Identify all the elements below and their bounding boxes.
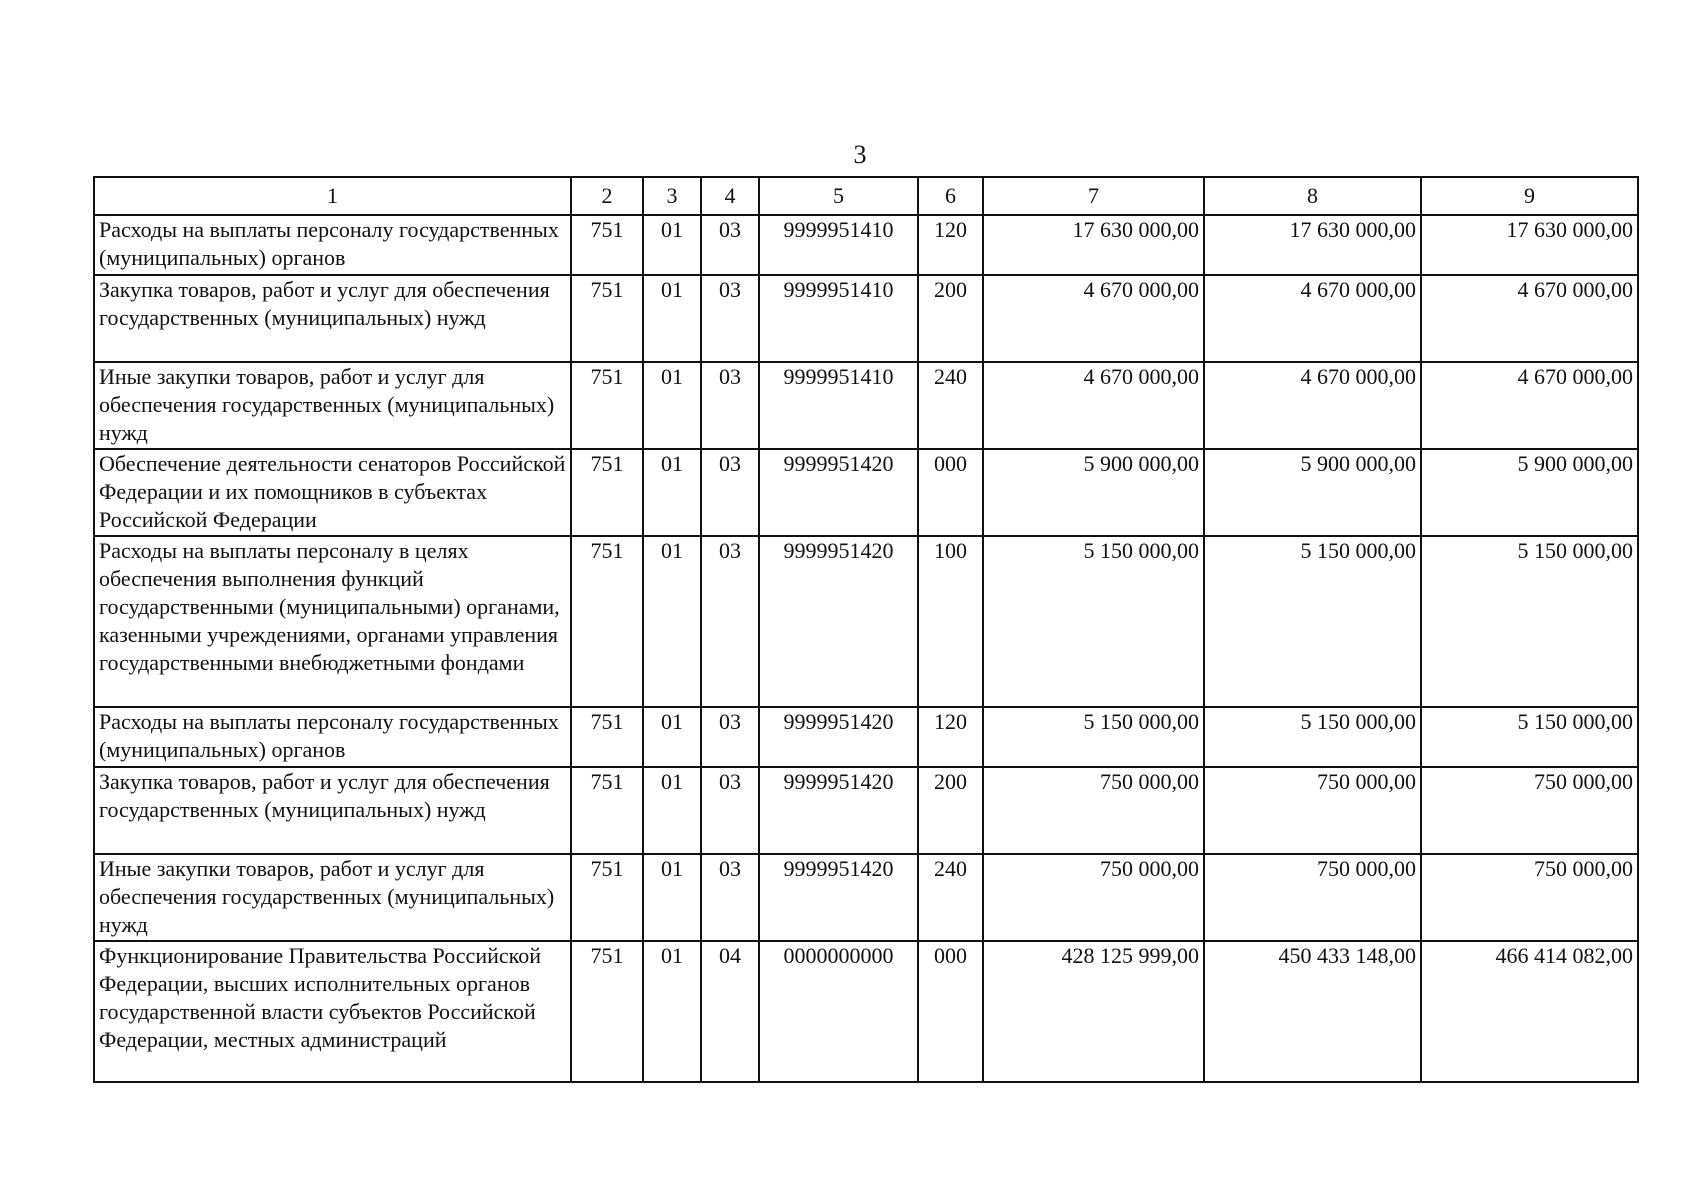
- row-code-2: 751: [571, 275, 643, 362]
- header-cell: 4: [701, 177, 759, 215]
- row-code-2: 751: [571, 707, 643, 767]
- row-amount-7: 5 900 000,00: [983, 449, 1204, 536]
- row-code-3: 01: [643, 215, 701, 275]
- row-amount-9: 17 630 000,00: [1421, 215, 1638, 275]
- row-code-4: 03: [701, 854, 759, 941]
- row-code-5: 9999951420: [759, 449, 918, 536]
- row-amount-8: 4 670 000,00: [1204, 275, 1421, 362]
- row-code-6: 200: [918, 275, 983, 362]
- table-row: [94, 536, 1638, 707]
- row-code-5: 0000000000: [759, 941, 918, 1082]
- budget-table: [93, 176, 1639, 1083]
- header-cell: 1: [94, 177, 571, 215]
- table-row: [94, 941, 1638, 1082]
- row-name: Закупка товаров, работ и услуг для обеспечения государственных (муниципальных) нужд: [94, 767, 571, 854]
- table-row: [94, 707, 1638, 767]
- row-amount-7: 4 670 000,00: [983, 362, 1204, 449]
- row-code-4: 03: [701, 767, 759, 854]
- row-code-5: 9999951420: [759, 536, 918, 707]
- row-code-2: 751: [571, 854, 643, 941]
- table-row: [94, 767, 1638, 854]
- row-amount-7: 5 150 000,00: [983, 707, 1204, 767]
- row-code-3: 01: [643, 854, 701, 941]
- header-cell: 9: [1421, 177, 1638, 215]
- row-code-4: 03: [701, 449, 759, 536]
- row-name: Расходы на выплаты персоналу государственных (муниципальных) органов: [94, 707, 571, 767]
- row-code-3: 01: [643, 767, 701, 854]
- row-code-4: 03: [701, 275, 759, 362]
- row-name: Закупка товаров, работ и услуг для обеспечения государственных (муниципальных) нужд: [94, 275, 571, 362]
- row-code-6: 000: [918, 449, 983, 536]
- row-code-5: 9999951410: [759, 215, 918, 275]
- row-amount-7: 428 125 999,00: [983, 941, 1204, 1082]
- row-code-2: 751: [571, 449, 643, 536]
- header-cell: 2: [571, 177, 643, 215]
- row-code-3: 01: [643, 941, 701, 1082]
- row-amount-9: 466 414 082,00: [1421, 941, 1638, 1082]
- row-amount-9: 5 900 000,00: [1421, 449, 1638, 536]
- row-code-4: 03: [701, 215, 759, 275]
- row-code-6: 200: [918, 767, 983, 854]
- table-row: [94, 362, 1638, 449]
- row-amount-7: 5 150 000,00: [983, 536, 1204, 707]
- row-amount-8: 750 000,00: [1204, 854, 1421, 941]
- header-cell: 5: [759, 177, 918, 215]
- row-name: Обеспечение деятельности сенаторов Российской Федерации и их помощников в субъектах Российской Федерации: [94, 449, 571, 536]
- table-row: [94, 449, 1638, 536]
- row-code-2: 751: [571, 941, 643, 1082]
- table-row: [94, 215, 1638, 275]
- row-name: Функционирование Правительства Российской Федерации, высших исполнительных органов государственной власти субъектов Российской Федерации, местных администраций: [94, 941, 571, 1082]
- row-amount-9: 750 000,00: [1421, 854, 1638, 941]
- header-cell: 7: [983, 177, 1204, 215]
- row-code-5: 9999951420: [759, 767, 918, 854]
- row-amount-9: 4 670 000,00: [1421, 362, 1638, 449]
- header-cell: 8: [1204, 177, 1421, 215]
- row-code-6: 100: [918, 536, 983, 707]
- row-code-6: 240: [918, 854, 983, 941]
- row-code-3: 01: [643, 536, 701, 707]
- row-code-5: 9999951410: [759, 362, 918, 449]
- row-amount-9: 750 000,00: [1421, 767, 1638, 854]
- row-amount-7: 4 670 000,00: [983, 275, 1204, 362]
- row-amount-8: 4 670 000,00: [1204, 362, 1421, 449]
- row-code-3: 01: [643, 275, 701, 362]
- row-amount-8: 5 150 000,00: [1204, 536, 1421, 707]
- row-code-2: 751: [571, 536, 643, 707]
- table-header-row: [94, 177, 1638, 215]
- row-amount-9: 5 150 000,00: [1421, 707, 1638, 767]
- header-cell: 6: [918, 177, 983, 215]
- row-name: Иные закупки товаров, работ и услуг для обеспечения государственных (муниципальных) нужд: [94, 854, 571, 941]
- row-amount-8: 5 900 000,00: [1204, 449, 1421, 536]
- row-code-2: 751: [571, 362, 643, 449]
- row-code-5: 9999951420: [759, 854, 918, 941]
- row-code-5: 9999951410: [759, 275, 918, 362]
- row-amount-7: 750 000,00: [983, 767, 1204, 854]
- row-code-4: 04: [701, 941, 759, 1082]
- table-row: [94, 275, 1638, 362]
- row-code-4: 03: [701, 707, 759, 767]
- row-code-2: 751: [571, 767, 643, 854]
- row-code-2: 751: [571, 215, 643, 275]
- row-amount-8: 5 150 000,00: [1204, 707, 1421, 767]
- row-amount-8: 750 000,00: [1204, 767, 1421, 854]
- row-code-5: 9999951420: [759, 707, 918, 767]
- row-amount-7: 17 630 000,00: [983, 215, 1204, 275]
- row-code-3: 01: [643, 449, 701, 536]
- row-code-6: 240: [918, 362, 983, 449]
- page-number: 3: [853, 140, 867, 169]
- row-amount-9: 5 150 000,00: [1421, 536, 1638, 707]
- row-name: Расходы на выплаты персоналу государственных (муниципальных) органов: [94, 215, 571, 275]
- row-code-6: 120: [918, 215, 983, 275]
- row-code-3: 01: [643, 362, 701, 449]
- row-name: Иные закупки товаров, работ и услуг для обеспечения государственных (муниципальных) нужд: [94, 362, 571, 449]
- row-amount-8: 17 630 000,00: [1204, 215, 1421, 275]
- row-code-4: 03: [701, 362, 759, 449]
- row-amount-7: 750 000,00: [983, 854, 1204, 941]
- row-code-3: 01: [643, 707, 701, 767]
- row-amount-8: 450 433 148,00: [1204, 941, 1421, 1082]
- row-code-6: 120: [918, 707, 983, 767]
- row-code-4: 03: [701, 536, 759, 707]
- row-amount-9: 4 670 000,00: [1421, 275, 1638, 362]
- table-row: [94, 854, 1638, 941]
- row-name: Расходы на выплаты персоналу в целях обеспечения выполнения функций государственными (муниципальными) органами, казенными учреждениями, органами управления государственными внебюджетными фондами: [94, 536, 571, 707]
- header-cell: 3: [643, 177, 701, 215]
- row-code-6: 000: [918, 941, 983, 1082]
